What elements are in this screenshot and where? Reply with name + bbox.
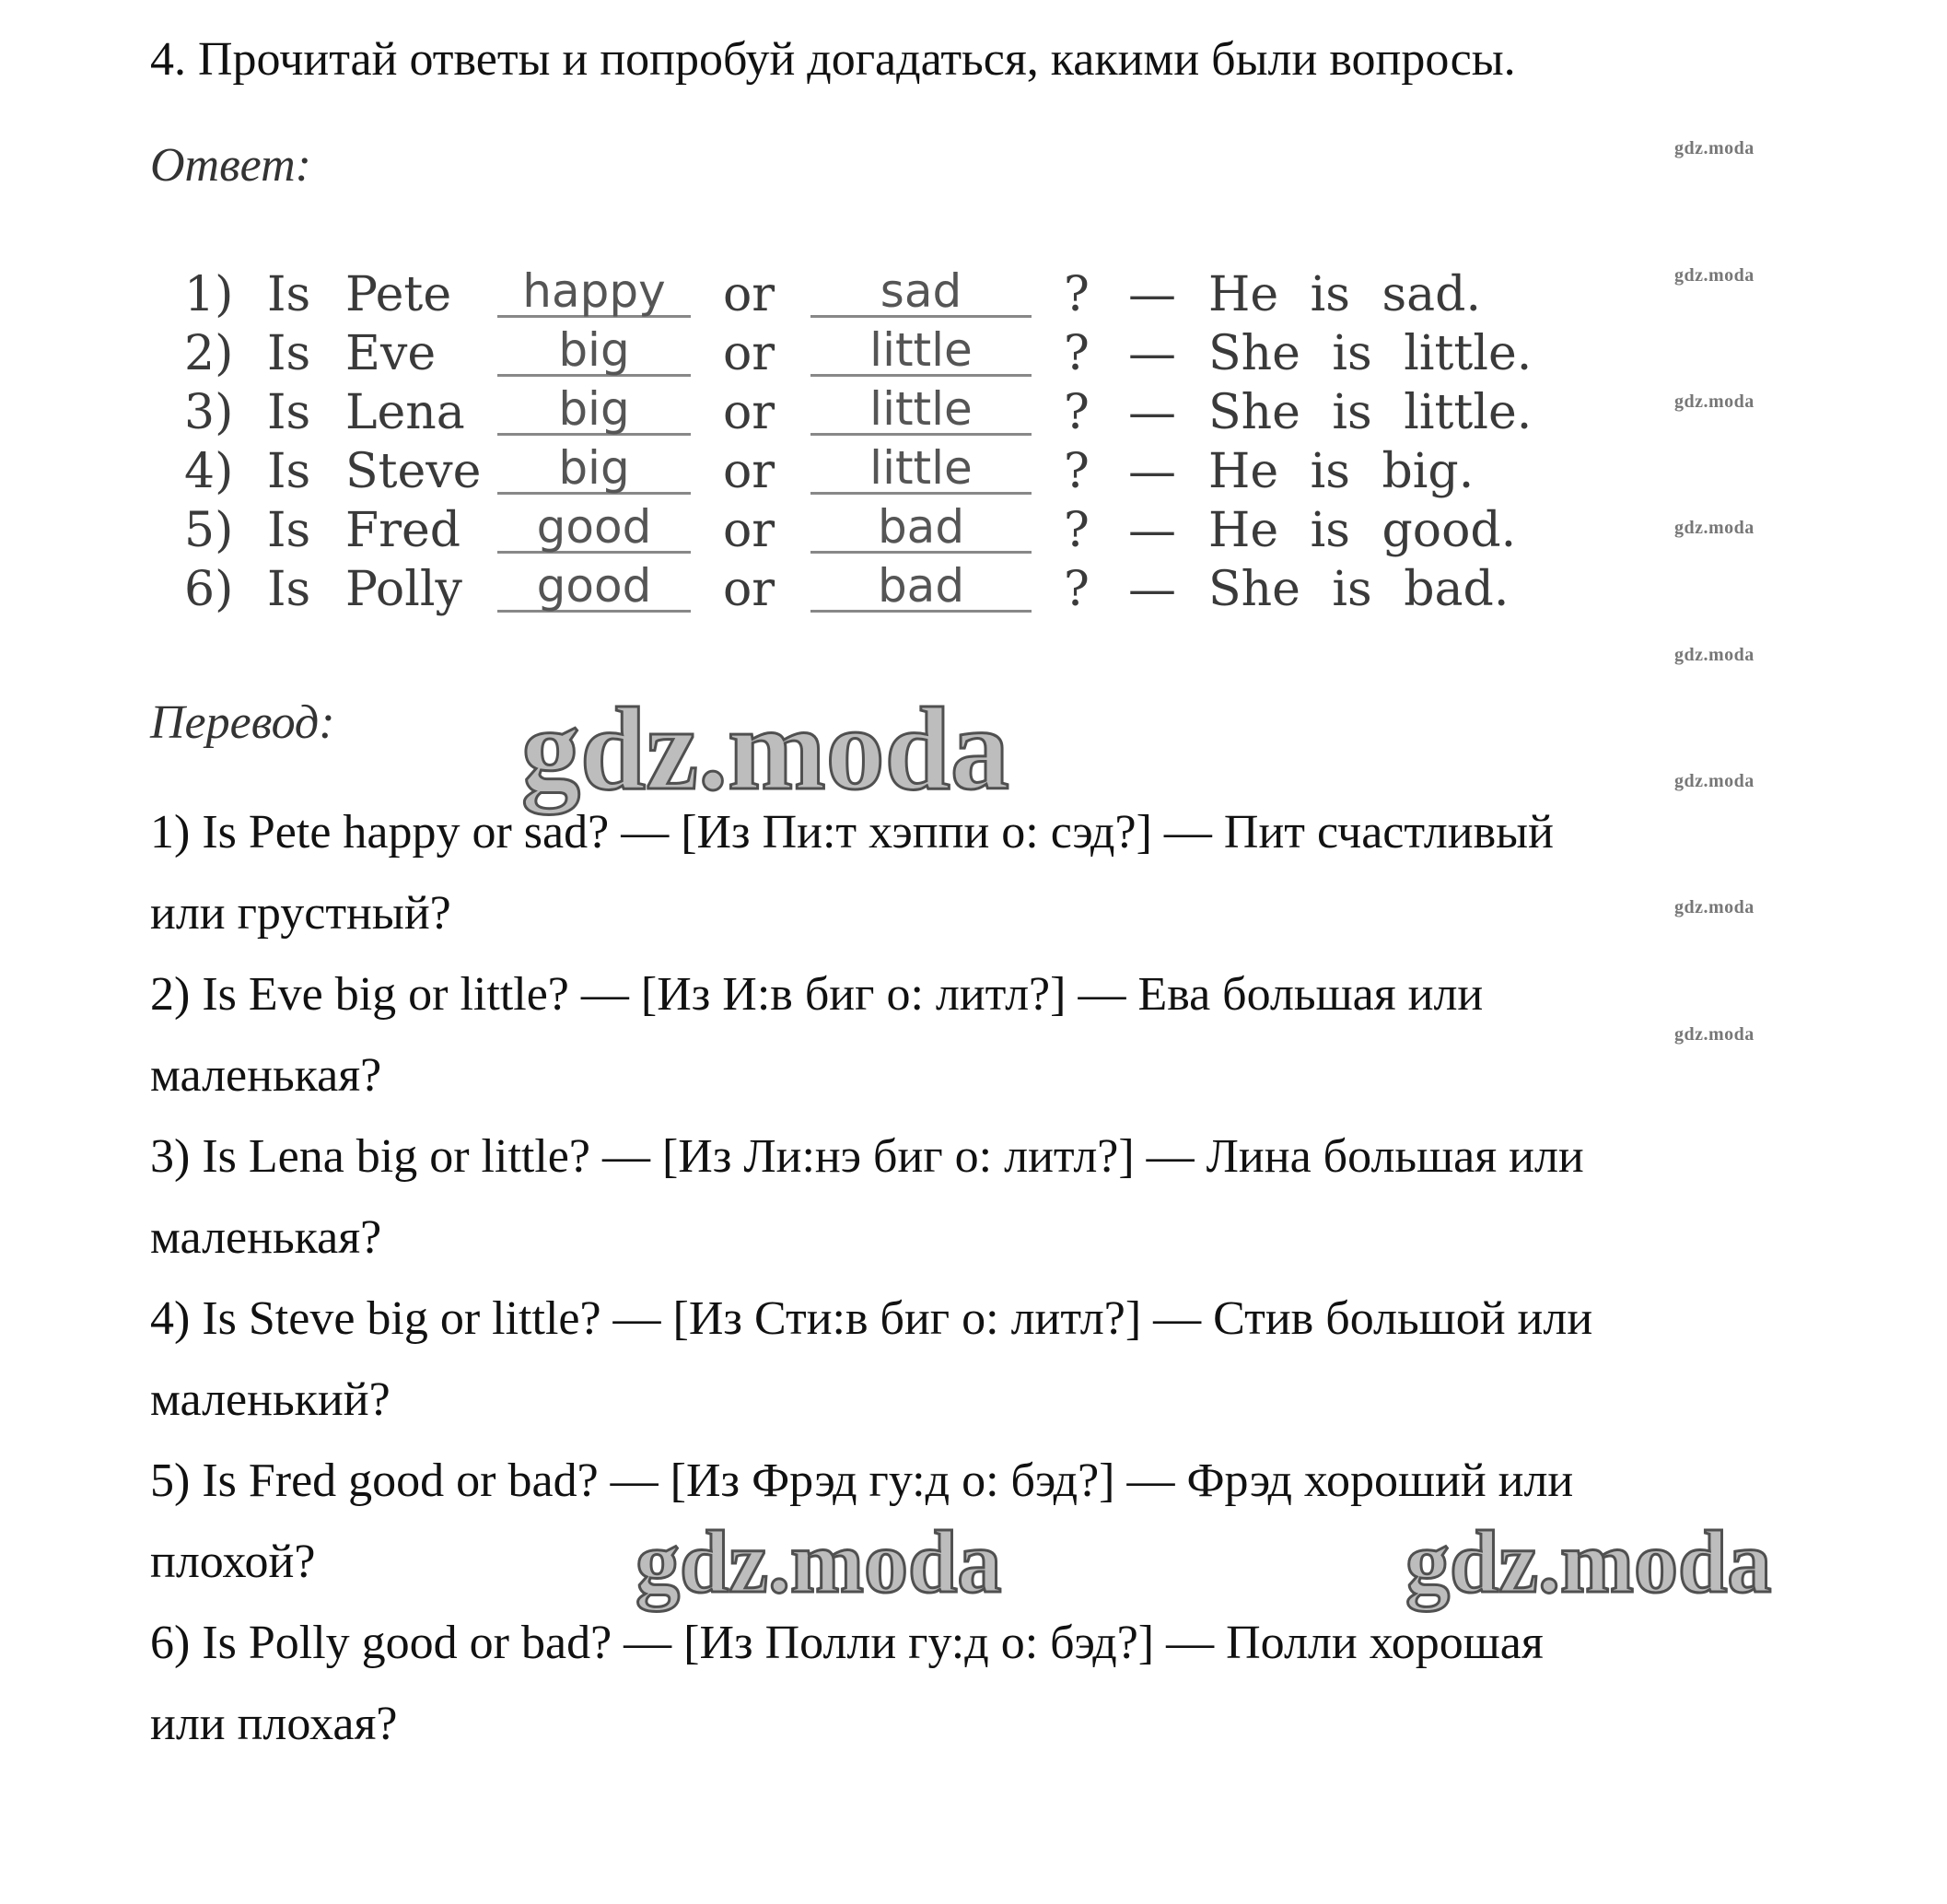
watermark-large: gdz.moda: [1405, 1513, 1772, 1611]
row-reply: He is sad.: [1208, 267, 1481, 322]
row-or: or: [723, 503, 775, 558]
row-or: or: [723, 267, 775, 322]
row-or: or: [723, 444, 775, 499]
translation-line: или плохая?: [150, 1698, 398, 1750]
translation-line: или грустный?: [150, 887, 451, 940]
answer-label: Ответ:: [150, 139, 311, 192]
translation-line: 4) Is Steve big or little? — [Из Сти:в биг о: литл?] — Стив большой или: [150, 1292, 1593, 1345]
row-name: Eve: [345, 326, 437, 381]
row-reply: He is good.: [1208, 503, 1517, 558]
exercise-row: [184, 441, 1584, 499]
row-is: Is: [267, 562, 311, 617]
translation-line: 6) Is Polly good or bad? — [Из Полли гу:д о: бэд?] — Полли хорошая: [150, 1617, 1544, 1669]
row-question-mark: ?: [1064, 444, 1090, 499]
watermark-small: gdz.moda: [1674, 771, 1755, 791]
translation-line: 3) Is Lena big or little? — [Из Ли:нэ биг о: литл?] — Лина большая или: [150, 1130, 1584, 1183]
row-is: Is: [267, 326, 311, 381]
row-question-mark: ?: [1064, 503, 1090, 558]
row-dash: —: [1128, 326, 1176, 381]
row-name: Steve: [345, 444, 482, 499]
row-dash: —: [1128, 385, 1176, 440]
row-number: 4): [184, 444, 234, 499]
exercise-row: [184, 559, 1584, 617]
row-number: 3): [184, 385, 234, 440]
exercise-table: [184, 264, 1584, 626]
row-or: or: [723, 326, 775, 381]
row-answer-a: big: [497, 385, 691, 436]
row-is: Is: [267, 503, 311, 558]
exercise-row: [184, 323, 1584, 381]
row-answer-b: bad: [810, 562, 1032, 613]
row-or: or: [723, 385, 775, 440]
watermark-small: gdz.moda: [1674, 391, 1755, 412]
row-reply: She is bad.: [1208, 562, 1510, 617]
exercise-row: [184, 382, 1584, 440]
row-answer-b: bad: [810, 503, 1032, 554]
row-answer-a: big: [497, 444, 691, 495]
row-question-mark: ?: [1064, 562, 1090, 617]
translation-label: Перевод:: [150, 696, 335, 749]
row-answer-b: sad: [810, 267, 1032, 318]
translation-line: 2) Is Eve big or little? — [Из И:в биг о: литл?] — Ева большая или: [150, 968, 1484, 1021]
translation-line: маленькая?: [150, 1049, 382, 1102]
row-answer-a: big: [497, 326, 691, 377]
row-is: Is: [267, 267, 311, 322]
row-or: or: [723, 562, 775, 617]
row-question-mark: ?: [1064, 385, 1090, 440]
row-name: Lena: [345, 385, 465, 440]
row-dash: —: [1128, 503, 1176, 558]
row-dash: —: [1128, 562, 1176, 617]
exercise-row: [184, 264, 1584, 322]
watermark-small: gdz.moda: [1674, 518, 1755, 538]
row-number: 6): [184, 562, 234, 617]
row-answer-a: good: [497, 503, 691, 554]
watermark-small: gdz.moda: [1674, 1024, 1755, 1045]
row-number: 5): [184, 503, 234, 558]
translation-line: 5) Is Fred good or bad? — [Из Фрэд гу:д о: бэд?] — Фрэд хороший или: [150, 1454, 1574, 1507]
row-dash: —: [1128, 444, 1176, 499]
translation-line: 1) Is Pete happy or sad? — [Из Пи:т хэппи о: сэд?] — Пит счастливый: [150, 806, 1554, 859]
row-answer-b: little: [810, 385, 1032, 436]
row-number: 1): [184, 267, 234, 322]
row-answer-b: little: [810, 444, 1032, 495]
row-question-mark: ?: [1064, 326, 1090, 381]
watermark-large: gdz.moda: [635, 1513, 1002, 1611]
task-title: 4. Прочитай ответы и попробуй догадаться, какими были вопросы.: [150, 33, 1516, 86]
row-answer-a: happy: [497, 267, 691, 318]
watermark-small: gdz.moda: [1674, 265, 1755, 286]
watermark-small: gdz.moda: [1674, 897, 1755, 917]
row-number: 2): [184, 326, 234, 381]
translation-list: [150, 792, 1808, 1765]
row-dash: —: [1128, 267, 1176, 322]
row-name: Polly: [345, 562, 462, 617]
row-reply: She is little.: [1208, 326, 1533, 381]
row-question-mark: ?: [1064, 267, 1090, 322]
watermark-small: gdz.moda: [1674, 138, 1755, 158]
row-is: Is: [267, 385, 311, 440]
row-answer-b: little: [810, 326, 1032, 377]
watermark-large: gdz.moda: [521, 683, 1009, 814]
translation-line: маленькая?: [150, 1211, 382, 1264]
translation-line: плохой?: [150, 1536, 316, 1588]
row-reply: He is big.: [1208, 444, 1475, 499]
translation-line: маленький?: [150, 1373, 391, 1426]
exercise-row: [184, 500, 1584, 558]
row-reply: She is little.: [1208, 385, 1533, 440]
row-is: Is: [267, 444, 311, 499]
row-name: Pete: [345, 267, 452, 322]
row-answer-a: good: [497, 562, 691, 613]
watermark-small: gdz.moda: [1674, 645, 1755, 665]
row-name: Fred: [345, 503, 461, 558]
